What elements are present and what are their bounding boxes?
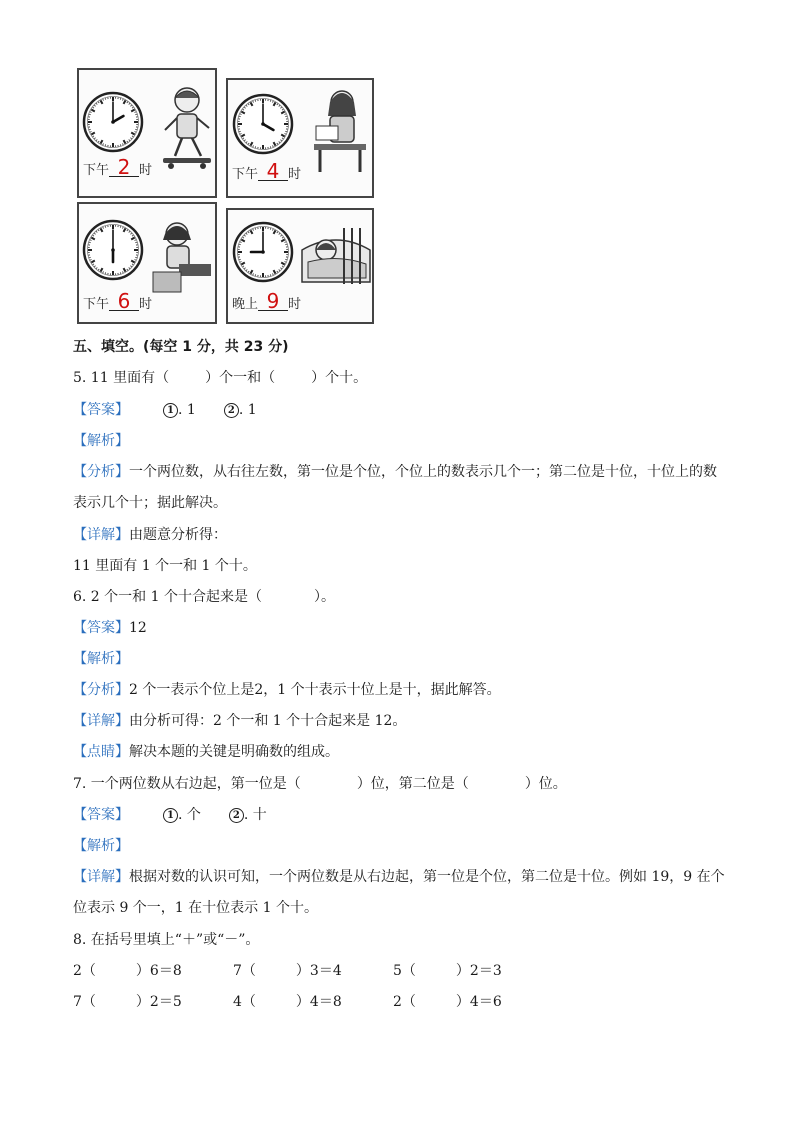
q8-item-left: 4（: [233, 994, 256, 1010]
q6-analysis: [73, 681, 501, 699]
clock-panel-3: [77, 202, 217, 324]
homework-girl-illustration: [149, 216, 213, 300]
q6-comment: [73, 743, 339, 761]
time-prefix: 下午: [83, 297, 110, 312]
q7-stem: [73, 775, 567, 793]
time-suffix: 时: [139, 163, 153, 178]
q8-item-left: 5（: [393, 963, 416, 979]
clock-panel-4: [226, 208, 374, 324]
comment-text: 解决本题的关键是明确数的组成。: [129, 744, 339, 760]
answer-value: . 个: [178, 807, 201, 823]
clock-caption: [232, 289, 302, 313]
answer-value: . 1: [238, 402, 257, 418]
clock-icon: [231, 92, 295, 156]
answer-value: . 1: [178, 402, 196, 418]
detail-text: 由分析可得：2 个一和 1 个十合起来是 12。: [129, 713, 407, 729]
q8-item-right: ）4＝6: [455, 994, 502, 1010]
clock-panel-1: [77, 68, 217, 198]
detail-tag: 【详解】: [73, 527, 129, 543]
analysis-text: 一个两位数，从右往左数，第一位是个位，个位上的数表示几个一；第二位是十位，十位上的数: [129, 464, 717, 480]
circled-number: 1: [163, 403, 178, 418]
q7-answer: [73, 806, 267, 824]
time-prefix: 晚上: [232, 297, 259, 312]
time-prefix: 下午: [232, 167, 259, 182]
jiexi-tag: 【解析】: [73, 433, 129, 449]
q5-stem-part: ）个一和（: [205, 370, 276, 386]
q8-item-right: ）4＝8: [295, 994, 342, 1010]
jiexi-tag: 【解析】: [73, 838, 129, 854]
q6-answer: [73, 619, 147, 637]
q5-answer: [73, 401, 257, 419]
answer-tag: 【答案】: [73, 620, 129, 636]
q8-item-left: 2（: [393, 994, 416, 1010]
clock-caption: [232, 159, 302, 183]
time-suffix: 时: [288, 167, 302, 182]
q8-item-right: ）3＝4: [295, 963, 342, 979]
q8-item: [73, 993, 182, 1011]
time-suffix: 时: [139, 297, 153, 312]
circled-number: 2: [224, 403, 239, 418]
clock-icon: [231, 220, 295, 284]
q8-stem: 8. 在括号里填上“＋”或“－”。: [73, 932, 260, 948]
answer-tag: 【答案】: [73, 402, 129, 418]
jiexi-tag: 【解析】: [73, 651, 129, 667]
q8-item-right: ）2＝5: [135, 994, 182, 1010]
answer-blank: 2: [109, 158, 139, 177]
q8-item: [233, 962, 342, 980]
q8-item: [233, 993, 342, 1011]
detail-tag: 【详解】: [73, 713, 129, 729]
clock-icon: [81, 90, 145, 154]
q6-stem: [73, 588, 335, 606]
analysis-text: 2 个一表示个位上是2，1 个十表示十位上是十，据此解答。: [129, 682, 501, 698]
q5-analysis: [73, 463, 717, 481]
q6-detail: [73, 712, 406, 730]
analysis-tag: 【分析】: [73, 464, 129, 480]
q6-stem-part: 6. 2 个一和 1 个十合起来是（: [73, 589, 262, 605]
q5-stem-part: ）个十。: [311, 370, 368, 386]
q5-stem: [73, 369, 367, 387]
clock-panel-2: [226, 78, 374, 198]
q8-item-left: 2（: [73, 963, 96, 979]
answer-blank: 6: [109, 292, 139, 311]
detail-tag: 【详解】: [73, 869, 129, 885]
reading-girl-illustration: [310, 86, 370, 176]
q5-stem-part: 5. 11 里面有（: [73, 370, 170, 386]
q7-stem-part: ）位，第二位是（: [356, 776, 469, 792]
q5-detail: [73, 526, 227, 544]
q8-item-right: ）2＝3: [455, 963, 502, 979]
sleeping-child-illustration: [298, 220, 374, 290]
section-title: 五、填空。(每空 1 分，共 23 分): [73, 339, 289, 355]
answer-tag: 【答案】: [73, 807, 129, 823]
detail-text: 根据对数的认识可知，一个两位数是从右边起，第一位是个位，第二位是十位。例如 19，9 在个: [129, 869, 725, 885]
time-prefix: 下午: [83, 163, 110, 178]
answer-value: 12: [129, 620, 147, 636]
q8-item: [393, 962, 502, 980]
circled-number: 2: [229, 808, 244, 823]
answer-blank: 4: [258, 162, 288, 181]
q8-item: [73, 962, 182, 980]
clock-caption: [83, 289, 153, 313]
analysis-tag: 【分析】: [73, 682, 129, 698]
q7-stem-part: ）位。: [524, 776, 567, 792]
answer-blank: 9: [258, 292, 288, 311]
q7-detail-cont: 位表示 9 个一，1 在十位表示 1 个十。: [73, 900, 318, 916]
q7-stem-part: 7. 一个两位数从右边起，第一位是（: [73, 776, 301, 792]
comment-tag: 【点睛】: [73, 744, 129, 760]
detail-text: 由题意分析得：: [129, 527, 227, 543]
q8-item-left: 7（: [233, 963, 256, 979]
q5-analysis-cont: 表示几个十；据此解决。: [73, 495, 227, 511]
q8-item: [393, 993, 502, 1011]
time-suffix: 时: [288, 297, 302, 312]
q8-item-left: 7（: [73, 994, 96, 1010]
answer-value: . 十: [243, 807, 267, 823]
q7-detail: [73, 868, 725, 886]
clock-caption: [83, 155, 153, 179]
q8-item-right: ）6＝8: [135, 963, 182, 979]
skateboard-boy-illustration: [157, 84, 217, 174]
q6-stem-part: ）。: [313, 589, 335, 605]
circled-number: 1: [163, 808, 178, 823]
clock-icon: [81, 218, 145, 282]
q5-detail-cont: 11 里面有 1 个一和 1 个十。: [73, 558, 257, 574]
